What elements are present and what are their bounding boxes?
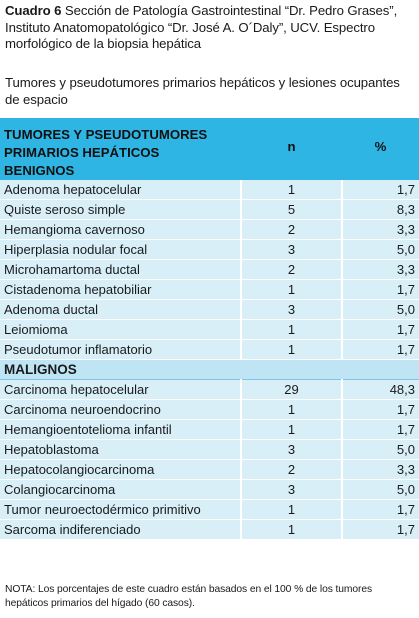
row-n-cell: 1 [241, 500, 342, 520]
row-n-cell: 1 [241, 320, 342, 340]
row-n-cell: 2 [241, 260, 342, 280]
row-name-cell: Colangiocarcinoma [0, 480, 241, 500]
row-name-cell: Pseudotumor inflamatorio [0, 340, 241, 360]
caption-text: Sección de Patología Gastrointestinal “Dr. Pedro Grases”, Instituto Anatomopatológico “Dr. José A. O´Daly”, UCV. Espectro morfológico de la biopsia hepática [5, 3, 398, 51]
section-row-1 [0, 360, 419, 380]
table-row [0, 300, 419, 320]
row-n-cell: 3 [241, 480, 342, 500]
row-name-cell: Adenoma hepatocelular [0, 180, 241, 200]
row-n-cell: 2 [241, 220, 342, 240]
row-pct-cell: 1,7 [342, 420, 419, 440]
row-pct-cell: 5,0 [342, 480, 419, 500]
row-pct-cell: 8,3 [342, 200, 419, 220]
header-title [0, 118, 241, 180]
row-n-cell: 2 [241, 460, 342, 480]
row-pct-cell: 1,7 [342, 340, 419, 360]
table-row [0, 240, 419, 260]
table-row [0, 260, 419, 280]
row-name-cell: Sarcoma indiferenciado [0, 520, 241, 540]
row-n-cell: 1 [241, 280, 342, 300]
row-pct-cell: 5,0 [342, 440, 419, 460]
row-name-cell: Hemangioentotelioma infantil [0, 420, 241, 440]
row-n-cell: 1 [241, 420, 342, 440]
table-row [0, 460, 419, 480]
table-row [0, 380, 419, 400]
table-caption [5, 3, 415, 53]
row-pct-cell: 48,3 [342, 380, 419, 400]
header-title-text: TUMORES Y PSEUDOTUMORES PRIMARIOS HEPÁTICOS [4, 127, 208, 160]
table-row [0, 180, 419, 200]
row-name-cell: Carcinoma neuroendocrino [0, 400, 241, 420]
table-header-row [0, 118, 419, 180]
table-row [0, 480, 419, 500]
table-row [0, 520, 419, 540]
section-label: MALIGNOS [0, 360, 419, 380]
table-row [0, 400, 419, 420]
table-row [0, 220, 419, 240]
row-name-cell: Leiomioma [0, 320, 241, 340]
row-pct-cell: 3,3 [342, 260, 419, 280]
row-name-cell: Tumor neuroectodérmico primitivo [0, 500, 241, 520]
table-note: NOTA: Los porcentajes de este cuadro están basados en el 100 % de los tumores hepáticos primarios del hígado (60 casos). [5, 584, 373, 609]
table-row [0, 500, 419, 520]
caption-label: Cuadro 6 [5, 3, 62, 18]
header-section-benignos: BENIGNOS [4, 163, 75, 178]
row-name-cell: Hiperplasia nodular focal [0, 240, 241, 260]
row-n-cell: 3 [241, 440, 342, 460]
row-name-cell: Microhamartoma ductal [0, 260, 241, 280]
table-row [0, 420, 419, 440]
row-n-cell: 1 [241, 340, 342, 360]
table-subtitle: Tumores y pseudotumores primarios hepáticos y lesiones ocupantes de espacio [5, 75, 400, 107]
table-row [0, 200, 419, 220]
table-row [0, 320, 419, 340]
row-pct-cell: 5,0 [342, 300, 419, 320]
row-n-cell: 29 [241, 380, 342, 400]
row-n-cell: 3 [241, 300, 342, 320]
row-pct-cell: 3,3 [342, 220, 419, 240]
row-name-cell: Carcinoma hepatocelular [0, 380, 241, 400]
row-pct-cell: 5,0 [342, 240, 419, 260]
table-row [0, 440, 419, 460]
row-n-cell: 1 [241, 520, 342, 540]
row-name-cell: Cistadenoma hepatobiliar [0, 280, 241, 300]
row-pct-cell: 1,7 [342, 520, 419, 540]
row-pct-cell: 1,7 [342, 400, 419, 420]
row-n-cell: 3 [241, 240, 342, 260]
row-pct-cell: 3,3 [342, 460, 419, 480]
row-n-cell: 1 [241, 400, 342, 420]
row-name-cell: Quiste seroso simple [0, 200, 241, 220]
header-pct: % [342, 118, 419, 180]
row-name-cell: Hepatoblastoma [0, 440, 241, 460]
table-row [0, 340, 419, 360]
tumors-table [0, 118, 419, 540]
row-pct-cell: 1,7 [342, 180, 419, 200]
row-name-cell: Hepatocolangiocarcinoma [0, 460, 241, 480]
row-name-cell: Adenoma ductal [0, 300, 241, 320]
row-n-cell: 1 [241, 180, 342, 200]
row-pct-cell: 1,7 [342, 320, 419, 340]
row-name-cell: Hemangioma cavernoso [0, 220, 241, 240]
table-row [0, 280, 419, 300]
header-n: n [241, 118, 342, 180]
row-pct-cell: 1,7 [342, 280, 419, 300]
row-pct-cell: 1,7 [342, 500, 419, 520]
row-n-cell: 5 [241, 200, 342, 220]
